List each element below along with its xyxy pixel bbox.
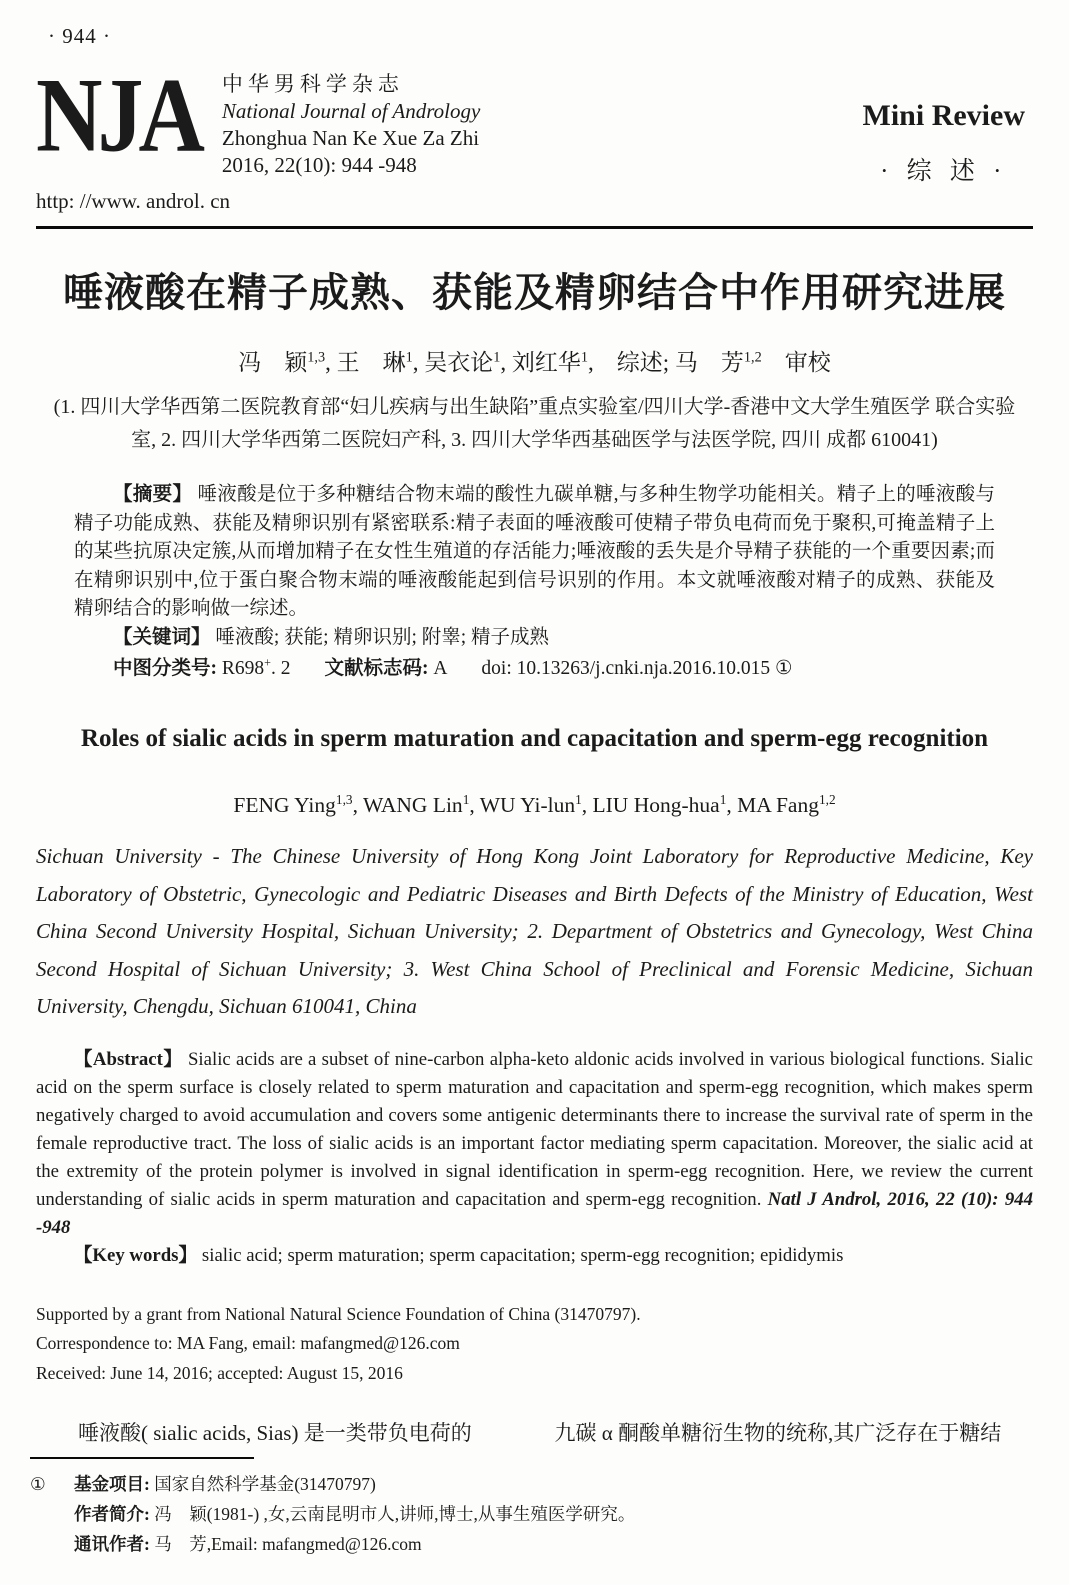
footnote-bio-label: 作者简介: <box>74 1504 155 1524</box>
author-en-affil-sup: 1 <box>462 791 470 807</box>
footnote-bio-text: 冯 颖(1981-) ,女,云南昆明市人,讲师,博士,从事生殖医学研究。 <box>154 1504 636 1524</box>
keywords-en-text: sialic acid; sperm maturation; sperm capacitation; sperm-egg recognition; epididymis <box>197 1244 844 1266</box>
note-supported-by: Supported by a grant from National Natural Science Foundation of China (31470797). <box>36 1303 641 1324</box>
author-cn-name: 王 琳 <box>336 350 406 375</box>
author-separator: , <box>500 350 512 375</box>
section-labels <box>863 99 1025 187</box>
author-en-affil-sup: 1 <box>575 791 582 807</box>
clc-code-sup: + <box>264 655 271 670</box>
clc-label: 中图分类号: <box>113 658 222 679</box>
author-en-name: WANG Lin <box>362 793 463 817</box>
journal-name-pinyin: Zhonghua Nan Ke Xue Za Zhi <box>221 126 480 150</box>
author-en-name: WU Yi-lun <box>479 793 576 817</box>
author-en-name: FENG Ying <box>233 793 336 817</box>
clc-code-base: R698 <box>221 658 265 679</box>
author-cn-affil-sup: 1 <box>405 349 413 366</box>
body-column-right <box>555 1416 1034 1450</box>
abstract-en-block <box>36 1046 1033 1270</box>
author-separator: , <box>469 793 480 817</box>
affiliation-cn: (1. 四川大学华西第二医院教育部“妇儿疾病与出生缺陷”重点实验室/四川大学-香港中文大学生殖医学 联合实验室, 2. 四川大学华西第二医院妇产科, 3. 四川大学华西基础医学与法医学院, 四川 成都 610041) <box>53 396 1016 451</box>
abstract-en-paragraph <box>36 1046 1033 1242</box>
footnote-content <box>30 1469 1030 1559</box>
abstract-cn-text: 唾液酸是位于多种糖结合物末端的酸性九碳单糖,与多种生物学功能相关。精子上的唾液酸与精子功能成熟、获能及精卵识别有紧密联系:精子表面的唾液酸可使精子带负电荷而免于聚积,可掩盖精子上的某些抗原决定簇,从而增加精子在女性生殖道的存活能力;唾液酸的丢失是介导精子获能的一个重要因素;而在精卵识别中,位于蛋白聚合物末端的唾液酸能起到信号识别的作用。本文就唾液酸对精子的成熟、获能及精卵结合的影响做一综述。 <box>74 484 995 619</box>
author-cn-name: 吴衣论 <box>424 350 494 375</box>
footnote-fund <box>74 1469 1030 1499</box>
footnote-contact <box>74 1529 1030 1559</box>
keywords-cn-label: 【关键词】 <box>113 626 211 648</box>
authors-en <box>36 793 1033 818</box>
journal-name-cn: 中华男科学杂志 <box>221 72 404 96</box>
keywords-cn-text: 唾液酸; 获能; 精卵识别; 附睾; 精子成熟 <box>210 626 550 648</box>
abstract-cn-paragraph <box>74 481 995 624</box>
author-en-affil-sup: 1,3 <box>335 791 353 807</box>
abstract-cn-block <box>74 481 995 652</box>
journal-issue-info: 2016, 22(10): 944 -948 <box>221 153 417 177</box>
author-separator: , <box>726 793 738 817</box>
body-column-left <box>36 1416 515 1450</box>
author-cn-name: 冯 颖 <box>238 350 308 375</box>
affiliation-en: Sichuan University - The Chinese University of Hong Kong Joint Laboratory for Reproductive Medicine, Key Laboratory of Obstetric, Gynecologic and Pediatric Diseases and Birth Defects of the Ministry of Education, West China Second University Hospital, Sichuan University; 2. Department of Obstetrics and Gynecology, West China Second Hospital of Sichuan University; 3. West China School of Preclinical and Forensic Medicine, Sichuan University, Chengdu, Sichuan 610041, China <box>36 844 1033 1018</box>
footnote-fund-text: 国家自然科学基金(31470797) <box>154 1474 376 1494</box>
note-correspondence: Correspondence to: MA Fang, email: mafangmed@126.com <box>36 1333 460 1353</box>
author-en-affil-sup: 1 <box>719 791 727 807</box>
footnote-lines <box>74 1469 1030 1559</box>
clc-code <box>221 655 291 679</box>
abstract-cn-label: 【摘要】 <box>113 484 193 505</box>
footnote-marker: ① <box>30 1474 46 1494</box>
classification-line <box>74 654 995 683</box>
footnote-fund-label: 基金项目: <box>74 1474 155 1494</box>
article-title-cn: 唾液酸在精子成熟、获能及精卵结合中作用研究进展 <box>63 270 1006 315</box>
note-received: Received: June 14, 2016; accepted: August 15, 2016 <box>36 1362 403 1383</box>
journal-citation: Natl J Androl, 2016, 22 (10): 944 -948 <box>36 1188 1033 1238</box>
journal-info <box>222 69 480 179</box>
author-cn-affil-sup: 1,3 <box>307 349 326 366</box>
article-notes <box>36 1300 1033 1389</box>
journal-website: http: //www. androl. cn <box>36 189 231 213</box>
author-en-name: LIU Hong-hua <box>592 793 720 817</box>
section-label-cn: · 综 述 · <box>880 158 1008 185</box>
abstract-en-label: 【Abstract】 <box>73 1048 183 1070</box>
article-title-en: Roles of sialic acids in sperm maturation and capacitation and sperm-egg recognition <box>80 725 989 752</box>
page-number: · 944 · <box>48 24 111 48</box>
body-text-left: 唾液酸( sialic acids, Sias) 是一类带负电荷的 <box>78 1421 472 1445</box>
abstract-en-text: Sialic acids are a subset of nine-carbon alpha-keto aldonic acids involved in various biological functions. Sialic acid on the sperm surface is closely related to sperm maturation and capacitation and sperm-egg recognition, which makes sperm negatively charged to avoid accumulation and covers some antigenic determinants there to increase the survival rate of sperm in the female reproductive tract. The loss of sialic acids is an important factor mediating sperm capacitation. Moreover, the sialic acid at the extremity of the protein polymer is involved in signal identification in sperm-egg recognition. Here, we review the current understanding of sialic acids in sperm maturation and capacitation and sperm-egg recognition. <box>36 1048 1033 1210</box>
author-en-affil-sup: 1,2 <box>818 791 836 807</box>
author-separator: , <box>412 350 425 375</box>
author-cn-affil-sup: 1 <box>493 349 501 366</box>
footnote-contact-text: 马 芳,Email: mafangmed@126.com <box>154 1534 422 1554</box>
footnote-bio <box>74 1499 1030 1529</box>
keywords-cn-paragraph <box>74 624 995 653</box>
journal-header <box>36 56 1033 214</box>
author-separator: , <box>352 793 363 817</box>
footnote-divider <box>30 1457 254 1459</box>
footnote-area <box>30 1457 1030 1559</box>
clc-code-tail: . 2 <box>270 658 291 679</box>
author-role-proof: 审校 <box>761 350 831 375</box>
body-text-columns <box>36 1416 1033 1450</box>
document-code: A <box>433 658 448 679</box>
author-cn-affil-sup: 1,2 <box>743 349 762 366</box>
document-code-label: 文献标志码: <box>324 658 434 679</box>
author-separator: , <box>325 350 337 375</box>
author-separator: , <box>581 793 593 817</box>
authors-cn <box>36 344 1033 377</box>
author-cn-name: 刘红华 <box>511 350 581 375</box>
author-role-review: , 综述; <box>587 350 675 375</box>
journal-name-en: National Journal of Andrology <box>221 99 481 123</box>
footnote-contact-label: 通讯作者: <box>74 1534 155 1554</box>
section-label-en: Mini Review <box>862 99 1025 132</box>
author-cn-name: 马 芳 <box>674 350 744 375</box>
keywords-en-paragraph <box>36 1242 1033 1270</box>
author-en-name: MA Fang <box>737 793 819 817</box>
header-divider <box>36 226 1033 229</box>
doi-text: doi: 10.13263/j.cnki.nja.2016.10.015 ① <box>481 658 793 679</box>
keywords-en-label: 【Key words】 <box>73 1244 198 1266</box>
body-text-right: 九碳 α 酮酸单糖衍生物的统称,其广泛存在于糖结 <box>554 1421 1002 1445</box>
journal-logo: NJA <box>36 56 200 174</box>
author-cn-affil-sup: 1 <box>580 349 588 366</box>
